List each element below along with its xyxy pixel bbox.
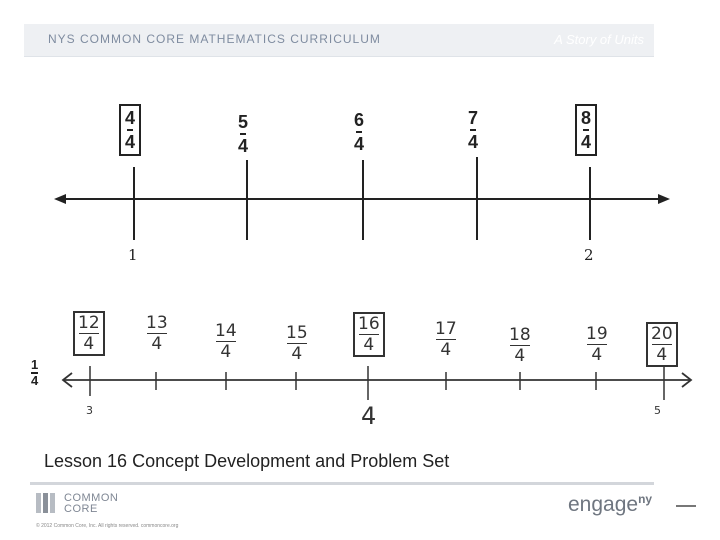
fraction-16-4: 16 4 [353,312,385,357]
logo-line-core: CORE [64,503,98,515]
whole-number-2: 2 [584,246,594,264]
fraction-20-4: 20 4 [646,322,678,367]
fraction-6-4: 6 4 [354,110,365,154]
whole-number-5: 5 [654,404,661,417]
story-of-units-label: A Story of Units [554,32,644,47]
whole-number-1: 1 [128,246,138,264]
fraction-4-4: 4 4 [119,104,141,156]
engageny-rule [676,505,696,507]
fraction-13-4: 13 4 [146,313,168,354]
top-right-arrowhead [658,194,670,204]
engageny-logo: engage$^{ny}$ [568,492,653,516]
footer-divider [30,482,654,485]
fraction-5-4: 5 4 [238,112,249,156]
unit-fraction-label: 1 4 [31,357,39,388]
copyright-notice: © 2012 Common Core, Inc. All rights reserved. commoncore.org [36,523,179,529]
whole-number-3: 3 [86,404,93,417]
fraction-15-4: 15 4 [286,323,308,364]
top-left-arrowhead [54,194,66,204]
fraction-12-4: 12 4 [73,311,105,356]
logo-line-common: COMMON [64,492,119,504]
lesson-title: Lesson 16 Concept Development and Problem Set [44,451,450,471]
fraction-19-4: 19 4 [586,324,608,365]
common-core-logo [36,492,119,515]
fraction-8-4: 8 4 [575,104,597,156]
fraction-17-4: 17 4 [435,319,457,360]
curriculum-title: NYS COMMON CORE MATHEMATICS CURRICULUM [48,32,381,46]
common-core-logo-icon [36,493,57,513]
fraction-7-4: 7 4 [468,108,479,152]
whole-number-4: 4 [361,402,377,430]
fraction-18-4: 18 4 [509,325,531,366]
fraction-14-4: 14 4 [215,321,237,362]
